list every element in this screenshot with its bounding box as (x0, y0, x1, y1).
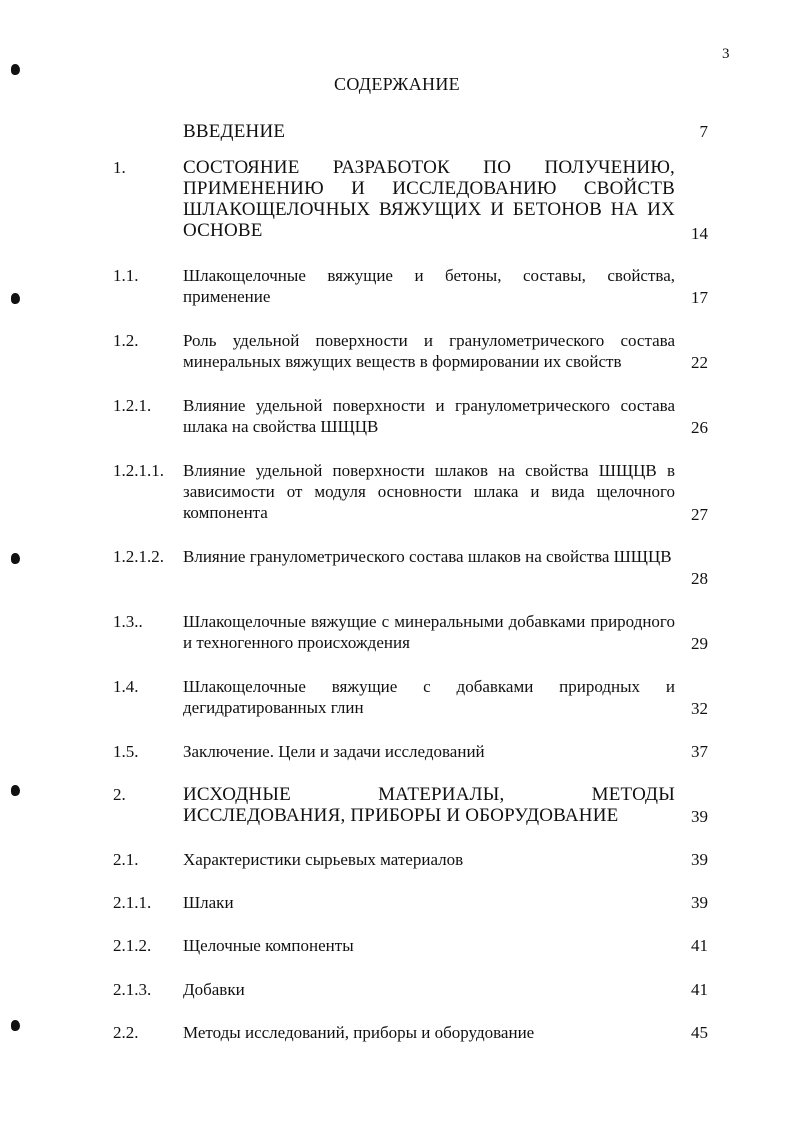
toc-entry-number: 1.5. (113, 742, 139, 761)
page-number: 3 (722, 46, 730, 62)
toc-entry-page: 26 (691, 418, 708, 437)
toc-entry-number: 2.1.1. (113, 893, 152, 912)
toc-entry-page: 39 (691, 893, 708, 912)
toc-entry-text: ИСХОДНЫЕ МАТЕРИАЛЫ, МЕТОДЫ ИССЛЕДОВАНИЯ, ПРИБОРЫ И ОБОРУДОВАНИЕ (183, 784, 675, 826)
binder-hole-mark (11, 64, 20, 75)
toc-entry-page: 17 (691, 288, 708, 307)
toc-entry-number: 1.3.. (113, 612, 143, 631)
toc-entry-text: Влияние гранулометрического состава шлаков на свойства ШЩЦВ (183, 547, 672, 566)
toc-entry-number: 1.2. (113, 331, 139, 350)
toc-entry-text: Роль удельной поверхности и гранулометрического состава минеральных вяжущих веществ в формировании их свойств (183, 331, 675, 371)
toc-entry-page: 41 (691, 980, 708, 999)
toc-entry-number: 2.1.2. (113, 936, 152, 955)
toc-entry-text: ВВЕДЕНИЕ (183, 121, 286, 142)
toc-entry-text: Методы исследований, приборы и оборудование (183, 1023, 535, 1042)
toc-entry-text: Влияние удельной поверхности и гранулометрического состава шлака на свойства ШЩЦВ (183, 396, 675, 436)
toc-entry-text: СОСТОЯНИЕ РАЗРАБОТОК ПО ПОЛУЧЕНИЮ, ПРИМЕНЕНИЮ И ИССЛЕДОВАНИЮ СВОЙСТВ ШЛАКОЩЕЛОЧНЫХ ВЯЖУЩИХ И БЕТОНОВ НА ИХ ОСНОВЕ (183, 157, 675, 241)
toc-entry-number: 2.1. (113, 850, 139, 869)
toc-entry-page: 32 (691, 699, 708, 718)
toc-entry-text: Шлаки (183, 893, 234, 912)
page-title: СОДЕРЖАНИЕ (334, 74, 460, 94)
toc-entry-page: 39 (691, 850, 708, 869)
toc-entry-page: 37 (691, 742, 708, 761)
toc-entry-text: Добавки (183, 980, 245, 999)
toc-entry-page: 7 (699, 122, 708, 141)
toc-entry-number: 1.2.1.2. (113, 547, 164, 566)
binder-hole-mark (11, 785, 20, 796)
toc-entry-page: 27 (691, 505, 708, 524)
toc-entry-page: 41 (691, 936, 708, 955)
toc-entry-text: Шлакощелочные вяжущие и бетоны, составы, свойства, применение (183, 266, 675, 306)
binder-hole-mark (11, 553, 20, 564)
toc-entry-page: 45 (691, 1023, 708, 1042)
toc-entry-text: Шлакощелочные вяжущие с добавками природных и дегидратированных глин (183, 677, 675, 717)
toc-entry-text: Заключение. Цели и задачи исследований (183, 742, 485, 761)
toc-entry-page: 22 (691, 353, 708, 372)
toc-entry-page: 14 (691, 224, 708, 243)
toc-entry-page: 39 (691, 807, 708, 826)
toc-entry-text: Влияние удельной поверхности шлаков на свойства ШЩЦВ в зависимости от модуля основности шлака и вида щелочного компонента (183, 461, 675, 522)
toc-entry-text: Характеристики сырьевых материалов (183, 850, 464, 869)
toc-entry-number: 2. (113, 785, 126, 804)
toc-entry-number: 1.2.1.1. (113, 461, 164, 480)
toc-entry-page: 28 (691, 569, 708, 588)
toc-entry-number: 1. (113, 158, 126, 177)
toc-entry-number: 2.2. (113, 1023, 139, 1042)
toc-entry-number: 1.2.1. (113, 396, 152, 415)
toc-entry-number: 1.1. (113, 266, 139, 285)
toc-entry-text: Щелочные компоненты (183, 936, 354, 955)
toc-entry-page: 29 (691, 634, 708, 653)
toc-entry-number: 2.1.3. (113, 980, 152, 999)
toc-entry-number: 1.4. (113, 677, 139, 696)
binder-hole-mark (11, 1020, 20, 1031)
toc-entry-text: Шлакощелочные вяжущие с минеральными добавками природного и техногенного происхождения (183, 612, 675, 652)
binder-hole-mark (11, 293, 20, 304)
